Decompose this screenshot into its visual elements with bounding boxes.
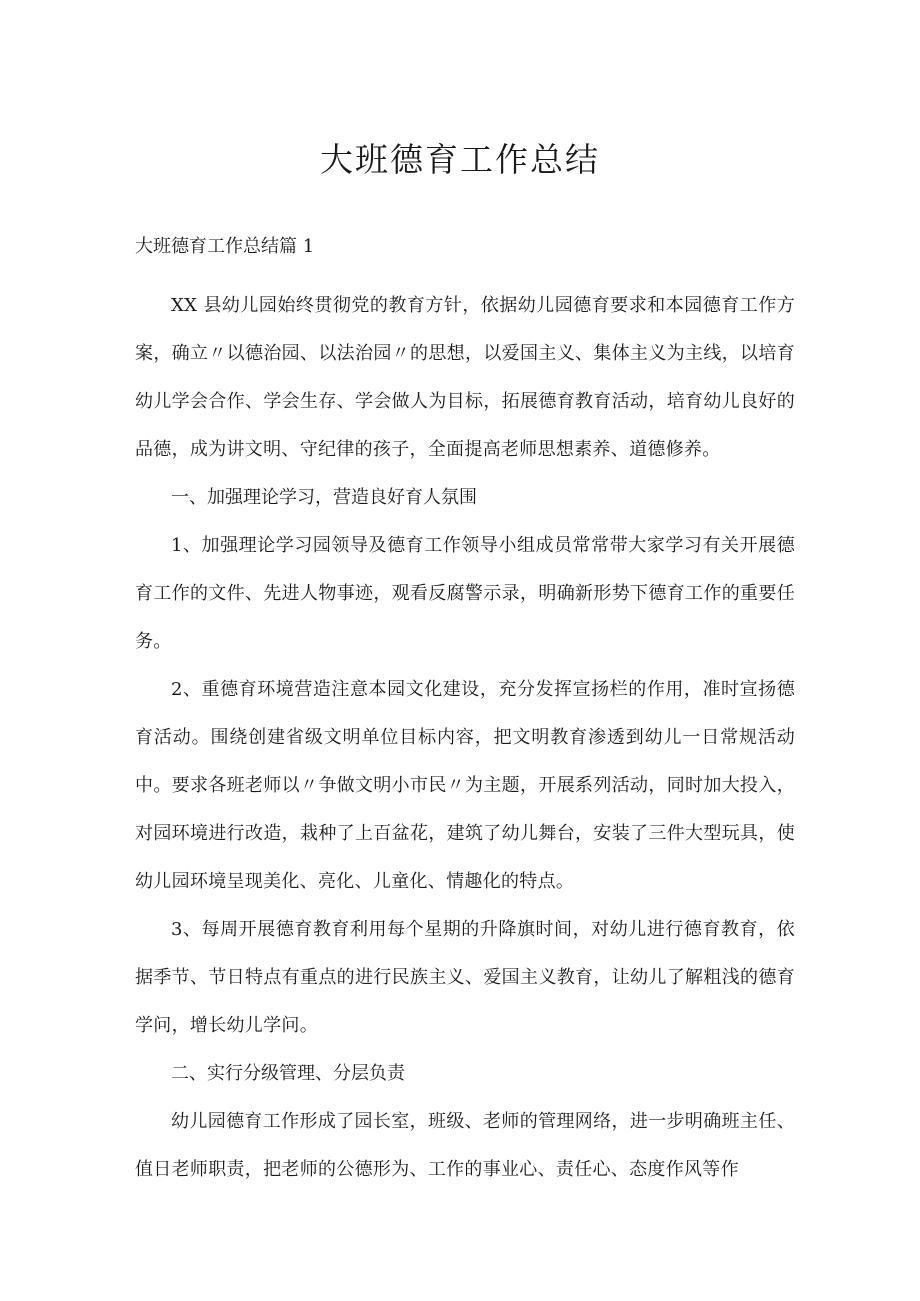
intro-paragraph: XX 县幼儿园始终贯彻党的教育方针，依据幼儿园德育要求和本园德育工作方案，确立〃以德治园、以法治园〃的思想，以爱国主义、集体主义为主线，以培育幼儿学会合作、学会生存、学会做人为目标，拓展德育教育活动，培育幼儿良好的品德，成为讲文明、守纪律的孩子，全面提高老师思想素养、道德修养。 — [135, 295, 795, 460]
heading-two: 二、实行分级管理、分层负责 — [171, 1063, 405, 1084]
paragraph-one-3: 3、每周开展德育教育利用每个星期的升降旗时间，对幼儿进行德育教育，依据季节、节日特点有重点的进行民族主义、爱国主义教育，让幼儿了解粗浅的德育学问，增长幼儿学问。 — [135, 919, 795, 1036]
paragraph-two-1: 幼儿园德育工作形成了园长室，班级、老师的管理网络，进一步明确班主任、值日老师职责，把老师的公德形为、工作的事业心、责任心、态度作风等作 — [135, 1111, 795, 1180]
paragraph-one-2: 2、重德育环境营造注意本园文化建设，充分发挥宣扬栏的作用，准时宣扬德育活动。围绕创建省级文明单位目标内容，把文明教育渗透到幼儿一日常规活动中。要求各班老师以〃争做文明小市民〃为主题，开展系列活动，同时加大投入，对园环境进行改造，栽种了上百盆花，建筑了幼儿舞台，安装了三件大型玩具，使幼儿园环境呈现美化、亮化、儿童化、情趣化的特点。 — [135, 679, 795, 892]
paragraph-one-1: 1、加强理论学习园领导及德育工作领导小组成员常常带大家学习有关开展德育工作的文件、先进人物事迹，观看反腐警示录，明确新形势下德育工作的重要任务。 — [135, 535, 795, 652]
section-label: 大班德育工作总结篇 1 — [135, 236, 315, 257]
document-title: 大班德育工作总结 — [320, 140, 600, 179]
heading-one: 一、加强理论学习，营造良好育人氛围 — [171, 487, 477, 508]
